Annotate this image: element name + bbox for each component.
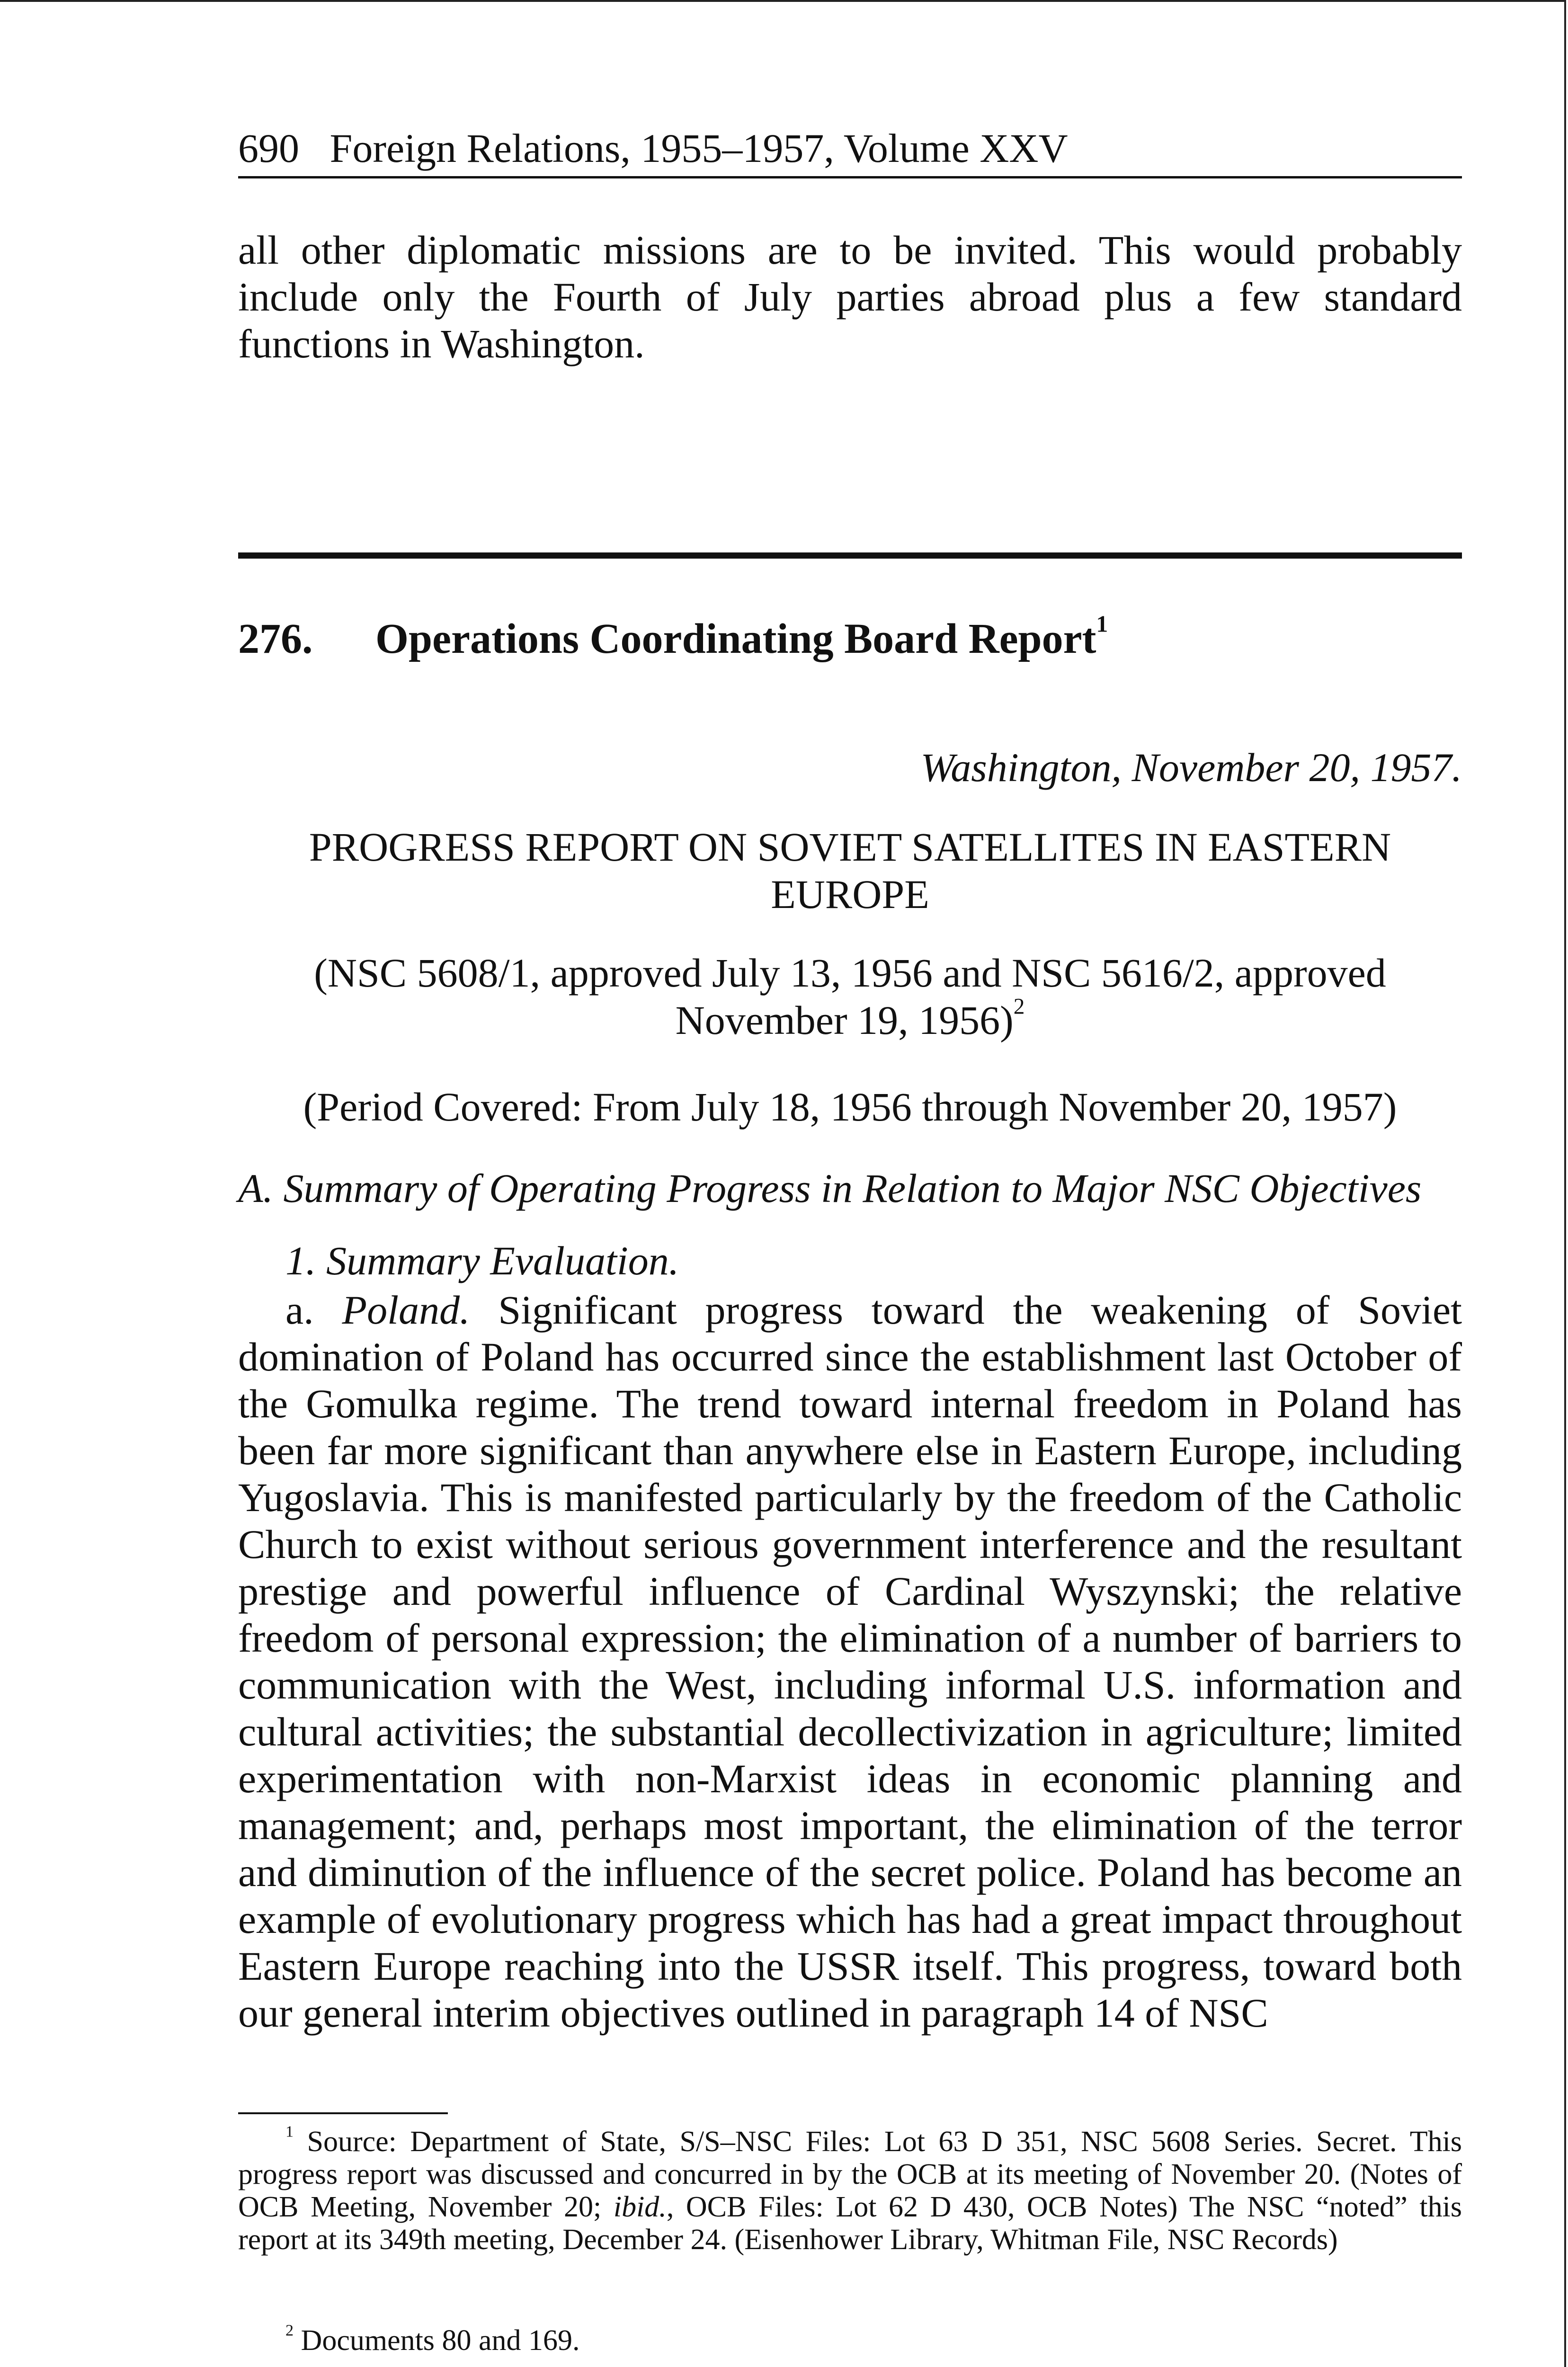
footnote-1-marker: 1 xyxy=(285,2123,294,2141)
document-heading xyxy=(238,611,1108,663)
period-covered: (Period Covered: From July 18, 1956 through November 20, 1957) xyxy=(303,1084,1397,1130)
running-title: Foreign Relations, 1955–1957, Volume XXV xyxy=(330,125,1068,171)
header-rule xyxy=(238,176,1462,178)
dateline: Washington, November 20, 1957. xyxy=(920,745,1462,790)
footnote-1-ibid: ibid. xyxy=(613,2191,667,2223)
section-heading: A. Summary of Operating Progress in Relation to Major NSC Objectives xyxy=(238,1166,1422,1211)
footnote-ref-2: 2 xyxy=(1013,994,1025,1019)
paragraph-subject: Poland. xyxy=(342,1287,470,1333)
footnote-rule xyxy=(238,2112,448,2114)
footnote-2-marker: 2 xyxy=(285,2322,294,2340)
body-paragraph-poland xyxy=(238,1287,1462,2037)
footnote-ref-1: 1 xyxy=(1096,611,1108,637)
running-head xyxy=(238,125,1068,172)
footnote-2: $^2$ Documents 80 and 169. xyxy=(285,2322,580,2357)
paragraph-text: Significant progress toward the weakening of Soviet domination of Poland has occurred since the establishment last October of the Gomulka regime. The trend toward internal freedom in Poland has been far more significant than anywhere else in Eastern Europe, including Yugoslavia. This is manifested particularly by the freedom of the Catholic Church to exist without serious government interference and the resultant prestige and powerful influence of Cardinal Wyszynski; the relative freedom of personal expression; the elimination of a number of barriers to communication with the West, including informal U.S. information and cultural activities; the substantial decollectivization in agriculture; limited experimentation with non-Marxist ideas in economic planning and management; and, perhaps most important, the elimination of the terror and diminution of the influence of the secret police. Poland has become an example of evolutionary progress which has had a great impact throughout Eastern Europe reaching into the USSR itself. This progress, toward both our general interim objectives outlined in paragraph 14 of NSC xyxy=(238,1287,1462,2036)
report-title: PROGRESS REPORT ON SOVIET SATELLITES IN EASTERN EUROPE xyxy=(309,824,1391,917)
continuation-paragraph: all other diplomatic missions are to be invited. This would probably include only the Fourth of July parties abroad plus a few standard functions in Washington. xyxy=(238,227,1462,366)
document-number: 276. xyxy=(238,615,313,662)
nsc-reference: (NSC 5608/1, approved July 13, 1956 and NSC 5616/2, approved November 19, 1956)$^2$ xyxy=(314,950,1386,1043)
subsection-heading: 1. Summary Evaluation. xyxy=(285,1238,679,1283)
document-separator-rule xyxy=(238,552,1462,559)
footnote-1: $^1$ Source: Department of State, S/S–NSC Files: Lot 63 D 351, NSC 5608 Series. Secret. This progress report was discussed and concurred in by the OCB at its meeting of November 20. (Notes of OCB Meeting, November 20; ibid., OCB Files: Lot 62 D 430, OCB Notes) The NSC “noted” this report at its 349th meeting, December 24. (Eisenhower Library, Whitman File, NSC Records) xyxy=(238,2123,1462,2256)
document-title: Operations Coordinating Board Report xyxy=(375,615,1096,662)
page-number: 690 xyxy=(238,125,299,171)
paragraph-label: a. xyxy=(285,1287,314,1333)
